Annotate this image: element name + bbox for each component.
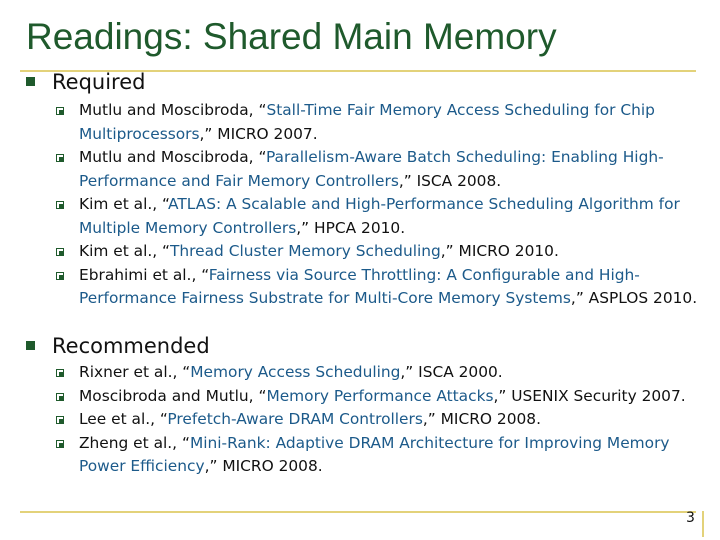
reading-item xyxy=(56,240,716,264)
hollow-square-bullet-icon xyxy=(56,201,64,209)
reading-venue: ,” ASPLOS 2010. xyxy=(570,289,698,307)
reading-venue: ,” MICRO 2008. xyxy=(204,457,323,475)
hollow-square-bullet-icon xyxy=(56,393,64,401)
reading-venue: ,” MICRO 2007. xyxy=(199,124,318,143)
reading-item xyxy=(56,146,716,193)
reading-item xyxy=(56,264,716,311)
footer-divider-corner xyxy=(702,511,704,537)
hollow-square-bullet-icon xyxy=(56,272,64,280)
hollow-square-bullet-icon xyxy=(56,154,64,162)
reading-authors: Mutlu and Moscibroda, “ xyxy=(79,101,267,119)
reading-authors: Lee et al., “ xyxy=(79,410,168,428)
reading-authors: Kim et al., “ xyxy=(79,242,171,260)
reading-item xyxy=(56,408,716,432)
hollow-square-bullet-icon xyxy=(56,248,64,256)
square-bullet-icon xyxy=(26,341,35,350)
hollow-square-bullet-icon xyxy=(56,416,64,424)
reading-title-link[interactable]: Fairness via Source Throttling: A Configurable and High-Performance Fairness Substrate for Multi-Core Memory Systems xyxy=(79,265,640,307)
reading-authors: Rixner et al., “ xyxy=(79,363,191,381)
reading-title-link[interactable]: Thread Cluster Memory Scheduling xyxy=(170,242,441,260)
reading-authors: Moscibroda and Mutlu, “ xyxy=(79,386,267,405)
required-readings-list xyxy=(56,99,716,311)
footer-divider xyxy=(20,511,696,513)
hollow-square-bullet-icon xyxy=(56,369,64,377)
reading-title-link[interactable]: Parallelism-Aware Batch Scheduling: Enabling High-Performance and Fair Memory Controllers xyxy=(79,148,664,190)
square-bullet-icon xyxy=(26,77,35,86)
section-heading: Recommended xyxy=(52,334,210,358)
section-heading: Required xyxy=(52,70,146,94)
reading-title-link[interactable]: Memory Performance Attacks xyxy=(266,386,494,405)
hollow-square-bullet-icon xyxy=(56,107,64,115)
slide-title: Readings: Shared Main Memory xyxy=(26,16,557,57)
recommended-readings-list xyxy=(56,361,716,479)
reading-venue: ,” ISCA 2008. xyxy=(398,171,502,190)
reading-title-link[interactable]: Prefetch-Aware DRAM Controllers xyxy=(167,410,423,428)
reading-authors: Zheng et al., “ xyxy=(79,433,190,452)
reading-authors: Mutlu and Moscibroda, “ xyxy=(79,148,266,166)
page-number: 3 xyxy=(686,510,695,526)
reading-venue: ,” MICRO 2010. xyxy=(440,242,559,260)
reading-title-link[interactable]: Mini-Rank: Adaptive DRAM Architecture for Improving Memory Power Efficiency xyxy=(79,433,670,475)
reading-title-link[interactable]: ATLAS: A Scalable and High-Performance Scheduling Algorithm for Multiple Memory Controllers xyxy=(79,195,680,237)
reading-item xyxy=(56,361,716,385)
reading-venue: ,” MICRO 2008. xyxy=(422,410,541,428)
reading-venue: ,” HPCA 2010. xyxy=(296,218,406,237)
reading-item xyxy=(56,193,716,240)
reading-authors: Ebrahimi et al., “ xyxy=(79,265,209,284)
reading-venue: ,” USENIX Security 2007. xyxy=(493,386,686,405)
reading-authors: Kim et al., “ xyxy=(79,195,169,213)
reading-item xyxy=(56,385,716,409)
reading-venue: ,” ISCA 2000. xyxy=(400,363,503,381)
reading-title-link[interactable]: Stall-Time Fair Memory Access Scheduling for Chip Multiprocessors xyxy=(79,101,655,143)
hollow-square-bullet-icon xyxy=(56,440,64,448)
reading-title-link[interactable]: Memory Access Scheduling xyxy=(190,363,401,381)
reading-item xyxy=(56,432,716,479)
reading-item xyxy=(56,99,716,146)
